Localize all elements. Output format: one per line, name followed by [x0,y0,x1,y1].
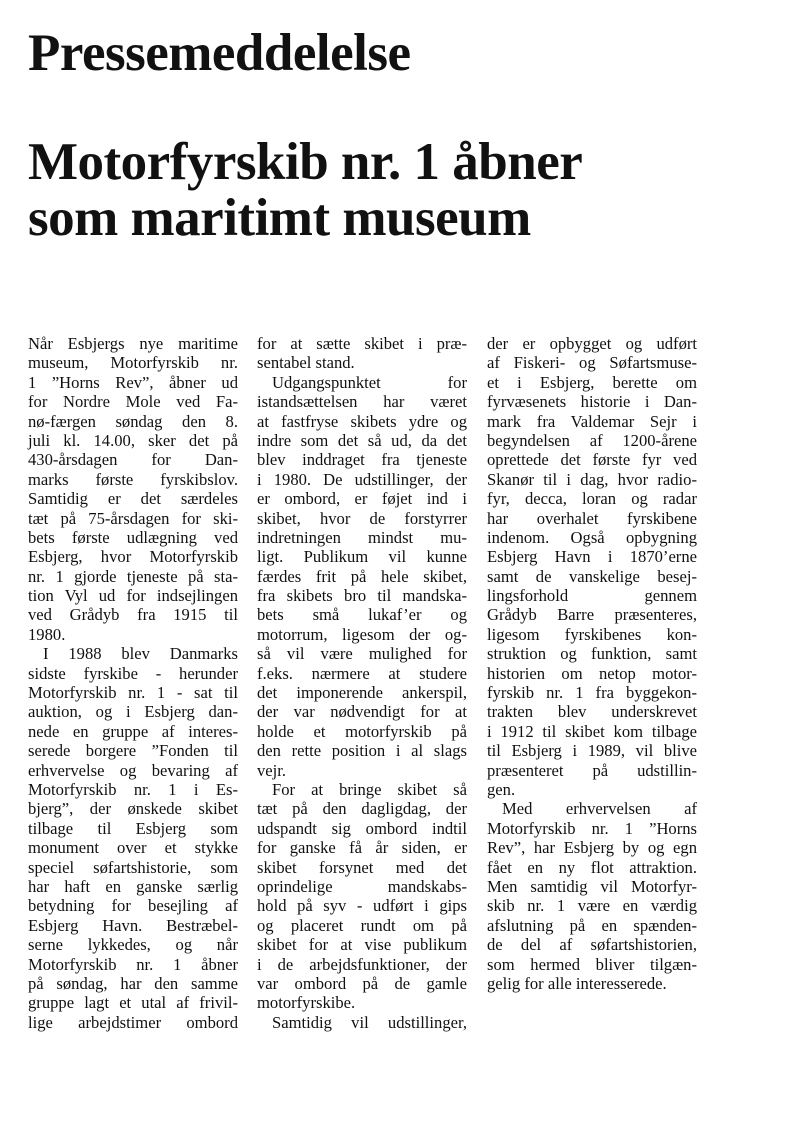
text-line: holde et motorfyrskib på [257,721,467,741]
text-line: hold på syv - udført i gips [257,896,467,916]
text-line: mark fra Valdemar Sejr i [487,411,697,431]
text-line: erhvervelse og bevaring af [28,760,238,780]
text-line: skibet, hvor de forstyrrer [257,508,467,528]
text-line: juli kl. 14.00, sker det på [28,430,238,450]
text-line: samt de vanskelige besej- [487,566,697,586]
text-line: fyr, decca, loran og radar [487,489,697,509]
text-line: de del af søfartshistorien, [487,935,697,955]
text-line: 1 ”Horns Rev”, åbner ud [28,372,238,392]
text-line: Motorfyrskib nr. 1 åbner [28,954,238,974]
text-line: Esbjerg Havn i 1870’erne [487,547,697,567]
article-headline [28,134,582,246]
text-line: færdes frit på hele skibet, [257,566,467,586]
text-line: f.eks. nærmere at studere [257,663,467,683]
text-line: bets første udlægning ved [28,527,238,547]
text-line: indretningen mindst mu- [257,527,467,547]
text-line: har haft en ganske særlig [28,876,238,896]
text-line: ved Grådyb fra 1915 til [28,605,238,625]
text-line: Esbjerg Havn. Bestræbel- [28,915,238,935]
headline-line: som maritimt museum [28,189,531,247]
headline-line: Motorfyrskib nr. 1 åbner [28,133,583,191]
text-line: sidste fyrskibe - herunder [28,663,238,683]
text-line: gen. [487,779,516,799]
text-line: monument over et stykke [28,838,238,858]
text-line: at fastfryse skibets ydre og [257,411,467,431]
text-line: tæt på 75-årsdagen for ski- [28,508,238,528]
text-line: sentabel stand. [257,353,355,373]
text-line: 1980. [28,624,66,644]
text-line: fået en ny flot attraktion. [487,857,697,877]
text-line: ligt. Publikum vil kunne [257,547,467,567]
text-line: et i Esbjerg, berette om [487,372,697,392]
text-line: har overhalet fyrskibene [487,508,697,528]
text-line: nede en gruppe af interes- [28,721,238,741]
text-line: var ombord på de gamle [257,973,467,993]
text-line: vejr. [257,760,287,780]
article-column-2 [257,334,467,1032]
text-line: så vil være mulighed for [257,644,467,664]
text-line: i 1912 til skibet kom tilbage [487,721,697,741]
text-line: motorrum, ligesom der og- [257,624,467,644]
text-line: gelig for alle interesserede. [487,973,667,993]
text-line: fyrvæsenets historie i Dan- [487,392,697,412]
text-line: Motorfyrskib nr. 1 ”Horns [487,818,697,838]
text-line: indenom. Også opbygning [487,527,697,547]
text-line: Motorfyrskib nr. 1 i Es- [28,779,238,799]
text-line: nø-færgen søndag den 8. [28,411,238,431]
text-line: betydning for besejling af [28,896,238,916]
text-line: motorfyrskibe. [257,993,356,1013]
text-line: gruppe lagt et utal af frivil- [28,993,238,1013]
text-line: Skanør til i dag, hvor radio- [487,469,697,489]
text-line: af Fiskeri- og Søfartsmuse- [487,353,697,373]
text-line: den rette position i al slags [257,741,467,761]
text-line: For at bringe skibet så [272,779,467,799]
text-line: skibet forsynet med det [257,857,467,877]
text-line: lingsforhold gennem [487,586,697,606]
text-line: Samtidig vil udstillinger, [272,1012,467,1032]
text-line: tæt på den dagligdag, der [257,799,467,819]
text-line: som hermed bliver tilgæn- [487,954,697,974]
text-line: Med erhvervelsen af [502,799,697,819]
text-line: lige arbejdstimer ombord [28,1012,238,1032]
text-line: begyndelsen af 1200-årene [487,430,697,450]
text-line: serne lykkedes, og når [28,935,238,955]
text-line: der var nødvendigt for at [257,702,467,722]
text-line: struktion og funktion, samt [487,644,697,664]
text-line: auktion, og i Esbjerg dan- [28,702,238,722]
text-line: museum, Motorfyrskib nr. [28,353,238,373]
text-line: fyrskib nr. 1 fra byggekon- [487,683,697,703]
text-line: for ganske få år siden, er [257,838,467,858]
text-line: tion Vyl ud for indsejlingen [28,586,238,606]
text-line: Grådyb Barre præsenteres, [487,605,697,625]
text-line: ligesom fyrskibenes kon- [487,624,697,644]
text-line: trakten blev underskrevet [487,702,697,722]
text-line: på søndag, har den samme [28,973,238,993]
text-line: Udgangspunktet for [272,372,467,392]
text-line: oprindelige mandskabs- [257,876,467,896]
text-line: afslutning på en spænden- [487,915,697,935]
text-line: bjerg”, der ønskede skibet [28,799,238,819]
text-line: tilbage til Esbjerg som [28,818,238,838]
text-line: Men samtidig vil Motorfyr- [487,876,697,896]
text-line: og placeret rundt om på [257,915,467,935]
text-line: skib nr. 1 være en værdig [487,896,697,916]
text-line: Motorfyrskib nr. 1 - sat til [28,683,238,703]
text-line: Når Esbjergs nye maritime [28,334,238,353]
text-line: indre som det så ud, da det [257,430,467,450]
text-line: skibet for at vise publikum [257,935,467,955]
text-line: Samtidig er det særdeles [28,489,238,509]
press-release-kicker: Pressemeddelelse [28,24,411,82]
text-line: nr. 1 gjorde tjeneste på sta- [28,566,238,586]
text-line: Esbjerg, hvor Motorfyrskib [28,547,238,567]
text-line: er ombord, er føjet ind i [257,489,467,509]
text-line: historien om netop motor- [487,663,697,683]
text-line: udspandt sig ombord indtil [257,818,467,838]
article-column-1 [28,334,238,1032]
text-line: præsenteret på udstillin- [487,760,697,780]
text-line: for at sætte skibet i præ- [257,334,467,353]
article-column-3 [487,334,697,993]
text-line: fra skibets bro til mandska- [257,586,467,606]
text-line: speciel søfartshistorie, som [28,857,238,877]
text-line: I 1988 blev Danmarks [43,644,238,664]
text-line: i de arbejdsfunktioner, der [257,954,467,974]
text-line: oprettede det første fyr ved [487,450,697,470]
text-line: blev inddraget fra tjeneste [257,450,467,470]
text-line: for Nordre Mole ved Fa- [28,392,238,412]
text-line: bets små lukaf’er og [257,605,467,625]
text-line: til Esbjerg i 1989, vil blive [487,741,697,761]
text-line: i 1980. De udstillinger, der [257,469,467,489]
text-line: Rev”, har Esbjerg by og egn [487,838,697,858]
text-line: 430-årsdagen for Dan- [28,450,238,470]
text-line: det imponerende ankerspil, [257,683,467,703]
text-line: istandsættelsen har været [257,392,467,412]
text-line: serede borgere ”Fonden til [28,741,238,761]
text-line: marks første fyrskibslov. [28,469,238,489]
text-line: der er opbygget og udført [487,334,697,353]
